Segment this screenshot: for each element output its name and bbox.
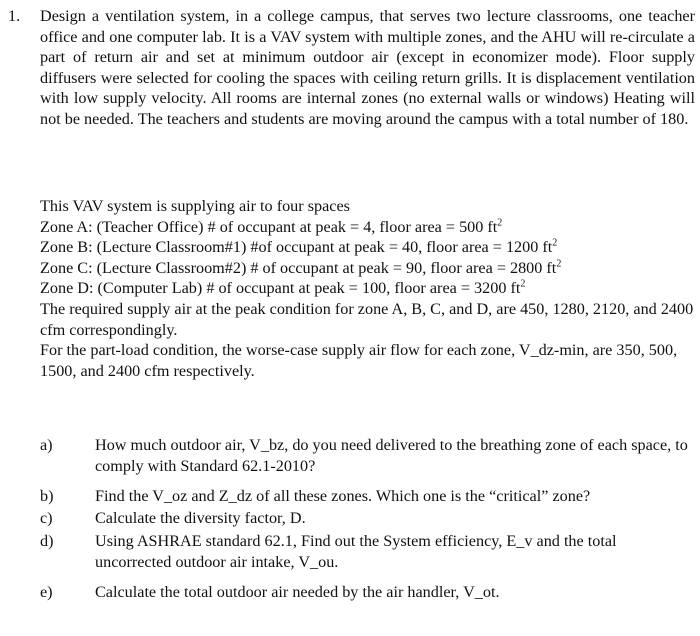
question-text: Calculate the diversity factor, D.	[95, 509, 306, 527]
zones-heading: This VAV system is supplying air to four spaces	[40, 197, 350, 215]
question-text: Find the V_oz and Z_dz of all these zones. Which one is the “critical” zone?	[95, 487, 591, 505]
question-text: How much outdoor air, V_bz, do you need delivered to the breathing zone of each space, to comply with Standard 62.1-2010?	[95, 436, 688, 475]
zones-block	[40, 196, 695, 381]
problem-intro: Design a ventilation system, in a college campus, that serves two lecture classrooms, one teacher office and one computer lab. It is a VAV system with multiple zones, and the AHU will re-circulate a part of return air and set at minimum outdoor air (except in economizer mode). Floor supply diffusers were selected for cooling the spaces with ceiling return grills. It is displacement ventilation with low supply velocity. All rooms are internal zones (no external walls or windows) Heating will not be needed. The teachers and students are moving around the campus with a total number of 180.	[40, 7, 695, 128]
question-label: a)	[40, 436, 53, 454]
peak-supply-statement: The required supply air at the peak condition for zone A, B, C, and D, are 450, 1280, 2120, and 2400 cfm correspondingly.	[40, 299, 694, 339]
question-label: e)	[40, 583, 53, 601]
question-label: b)	[40, 487, 54, 505]
zone-c-line: Zone C: (Lecture Classroom#2) # of occupant at peak = 90, floor area = 2800 $ft^2$	[40, 258, 562, 277]
question-label: d)	[40, 532, 54, 550]
problem-number: 1.	[8, 7, 21, 25]
question-label: c)	[40, 509, 53, 527]
question-text: Using ASHRAE standard 62.1, Find out the System efficiency, E_v and the total uncorrected outdoor air intake, V_ou.	[95, 532, 617, 571]
question-text: Calculate the total outdoor air needed by the air handler, V_ot.	[95, 583, 500, 601]
zone-a-line: Zone A: (Teacher Office) # of occupant at peak = 4, floor area = 500 $ft^2$	[40, 217, 503, 236]
part-load-statement: For the part-load condition, the worse-case supply air flow for each zone, V_dz-min, are 350, 500, 1500, and 2400 cfm respectively.	[40, 341, 678, 380]
zone-d-line: Zone D: (Computer Lab) # of occupant at peak = 100, floor area = 3200 $ft^2$	[40, 278, 526, 298]
zone-b-line: Zone B: (Lecture Classroom#1) #of occupant at peak = 40, floor area = 1200 $ft^2$	[40, 237, 558, 257]
